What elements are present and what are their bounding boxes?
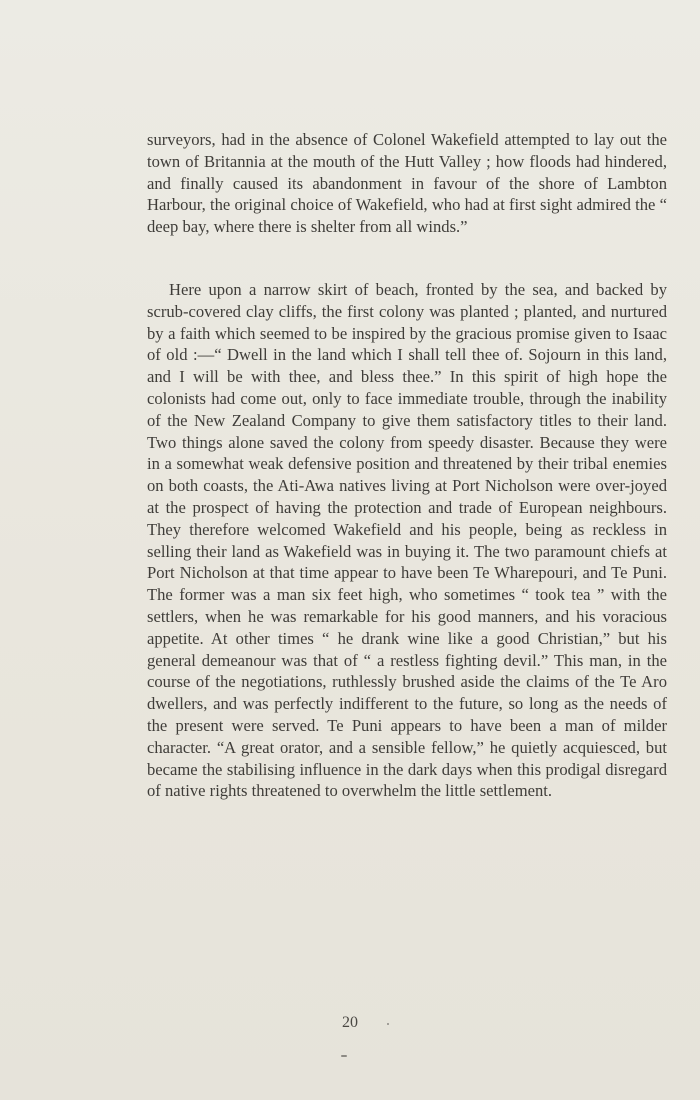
body-text-top <box>147 129 667 238</box>
paragraph-1: surveyors, had in the absence of Colonel Wakefield attempted to lay out the town of Britannia at the mouth of the Hutt Valley ; how floods had hindered, and finally caused its abandonment in favour of the shore of Lambton Harbour, the original choice of Wakefield, who had at first sight admired the “ deep bay, where there is shelter from all winds.” <box>147 130 667 237</box>
paragraph-2: Here upon a narrow skirt of beach, fronted by the sea, and backed by scrub-covered clay cliffs, the first colony was planted ; planted, and nurtured by a faith which seemed to be inspired by the gracious promise given to Isaac of old :—“ Dwell in the land which I shall tell thee of. Sojourn in this land, and I will be with thee, and bless thee.” In this spirit of high hope the colonists had come out, only to face immediate trouble, through the inability of the New Zealand Company to give them satisfactory titles to their land. Two things alone saved the colony from speedy disaster. Because they were in a somewhat weak defensive position and threatened by their tribal enemies on both coasts, the Ati-Awa natives living at Port Nicholson were over-joyed at the prospect of having the protection and trade of European neighbours. They therefore welcomed Wakefield and his people, being as reckless in selling their land as Wakefield was in buying it. The two paramount chiefs at Port Nicholson at that time appear to have been Te Wharepouri, and Te Puni. The former was a man six feet high, who sometimes “ took tea ” with the settlers, when he was remarkable for his good manners, and his voracious appetite. At other times “ he drank wine like a good Christian,” but his general demeanour was that of “ a restless fighting devil.” This man, in the course of the negotiations, ruthlessly brushed aside the claims of the Te Aro dwellers, and was perfectly indifferent to the future, so long as the needs of the present were served. Te Puni appears to have been a man of milder character. “A great orator, and a sensible fellow,” he quietly acquiesced, but became the stabilising influence in the dark days when this prodigal disregard of native rights threatened to overwhelm the little settlement. <box>147 280 667 801</box>
page-number: 20 <box>342 1014 358 1031</box>
ink-speck <box>341 1055 347 1057</box>
ink-speck <box>387 1023 389 1025</box>
body-text-main <box>147 279 667 802</box>
